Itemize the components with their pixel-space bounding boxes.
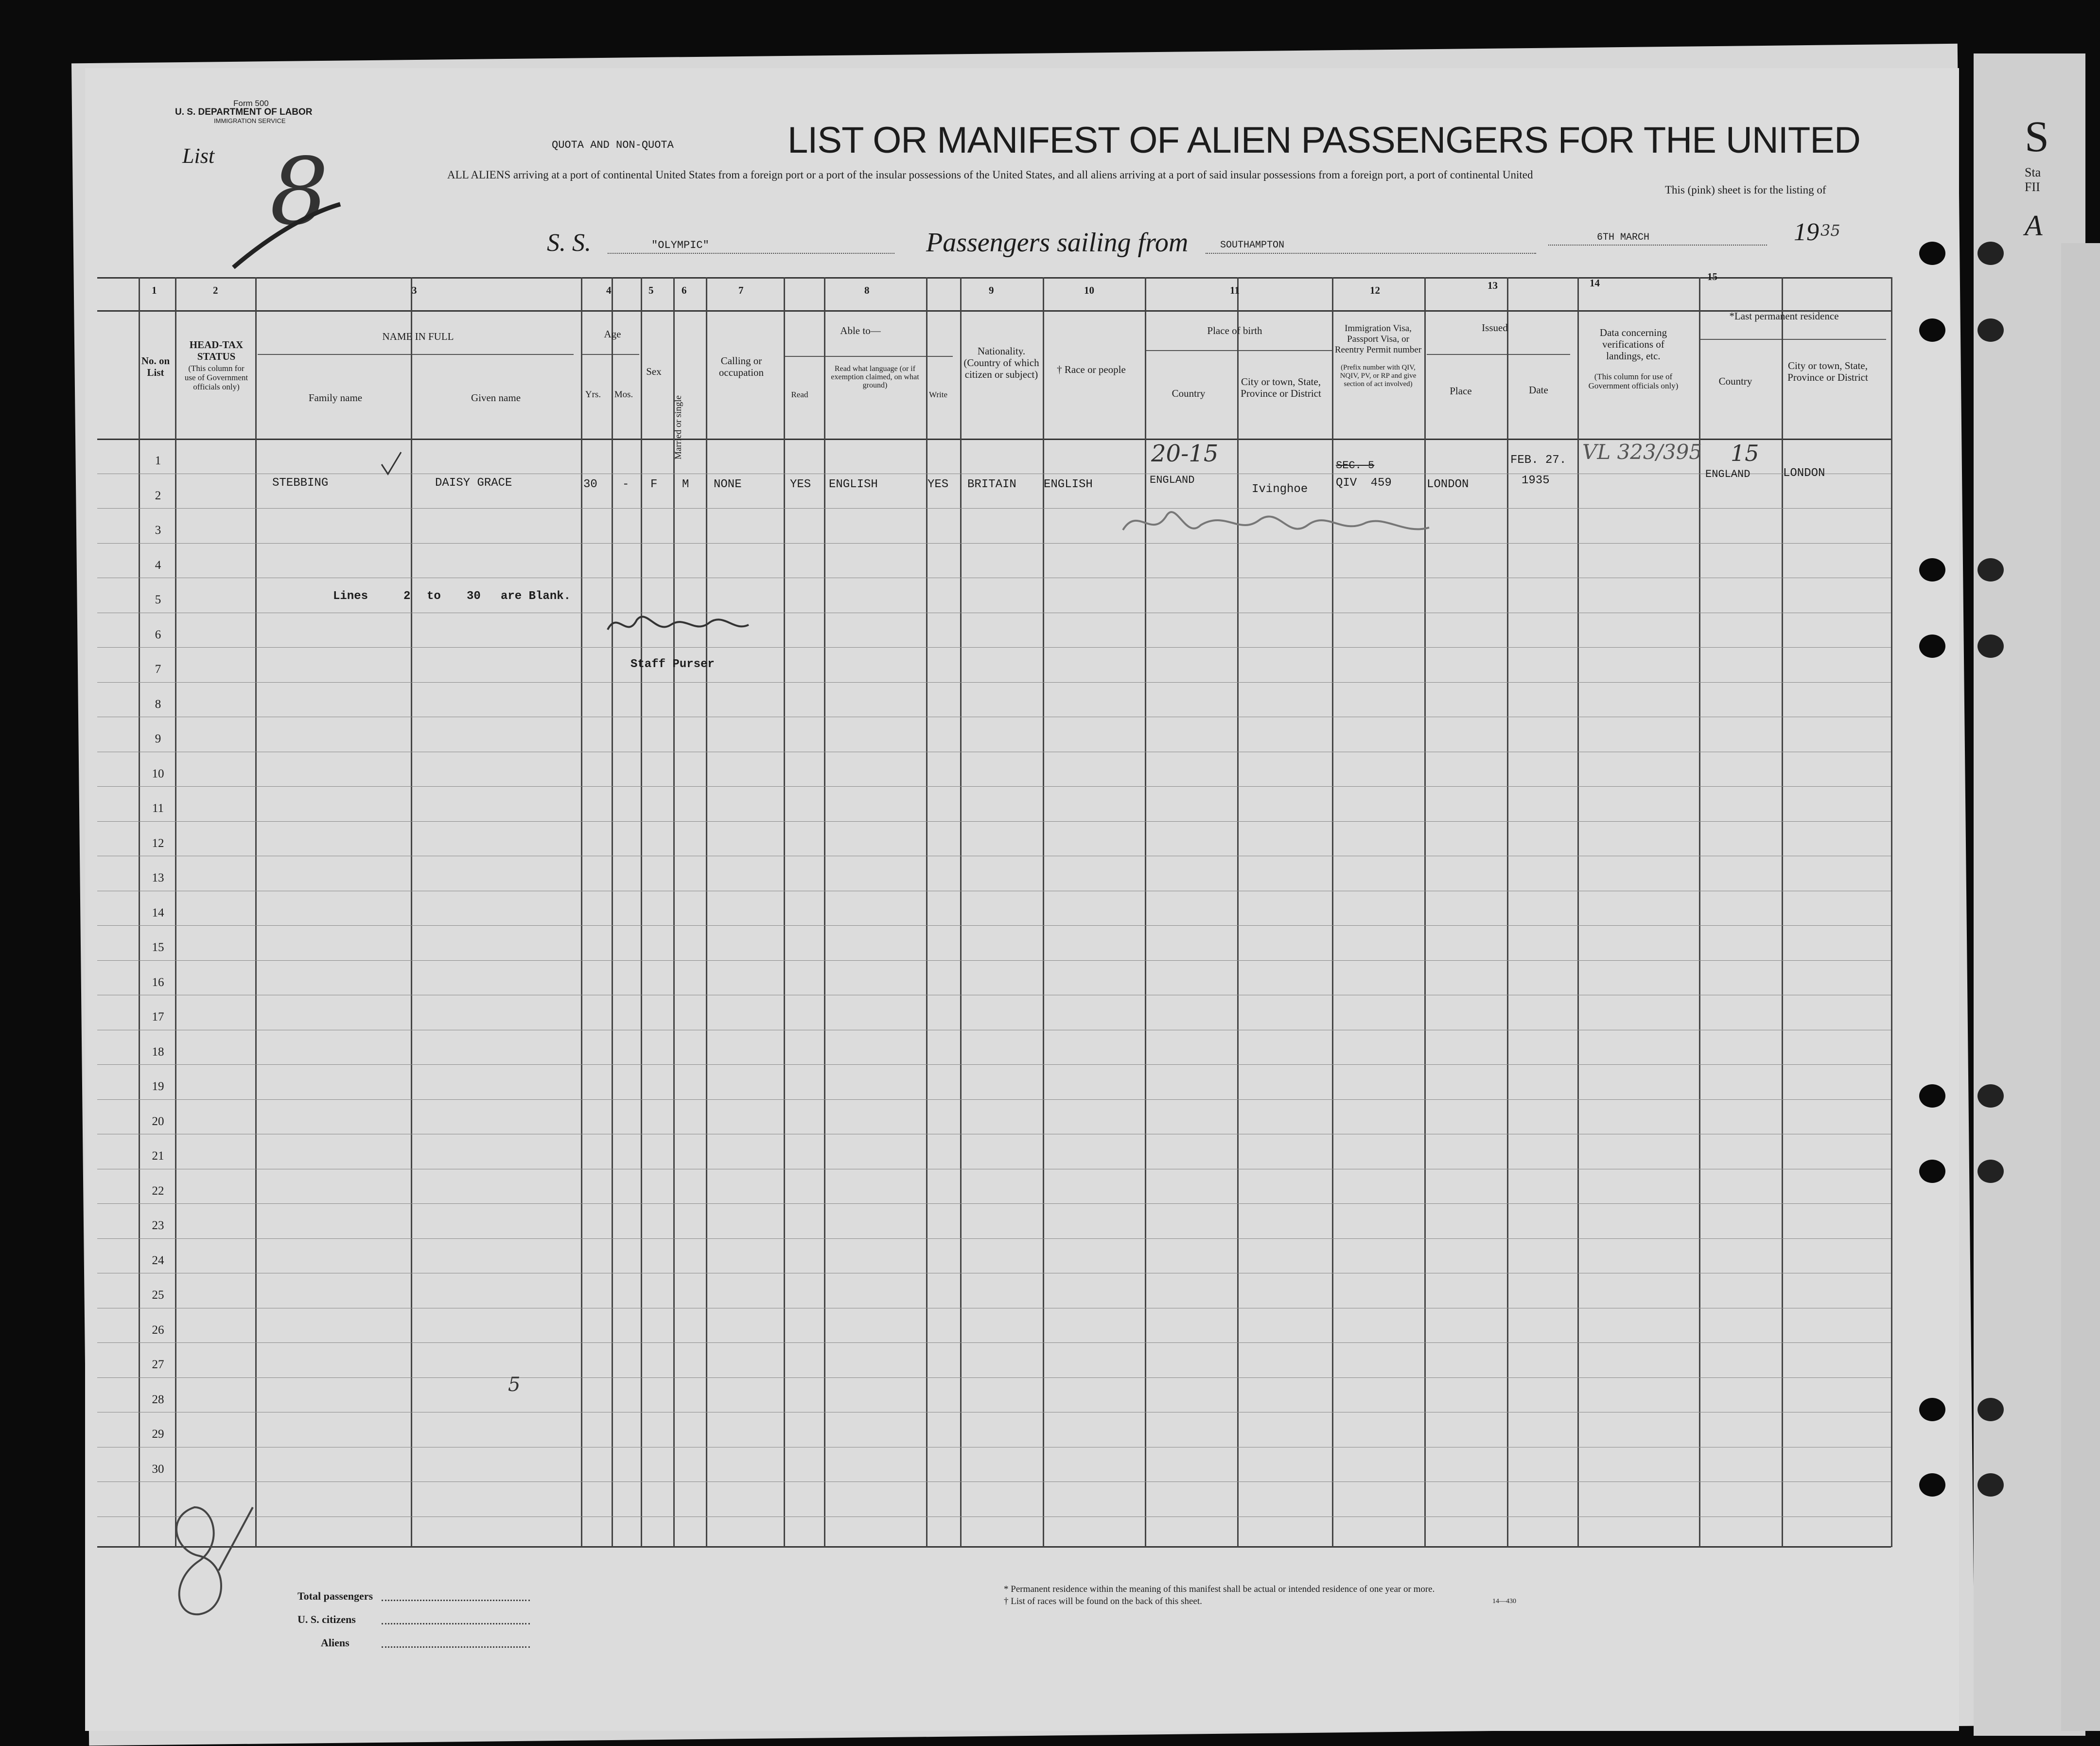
date-rule [1548, 245, 1767, 247]
lines-blank-2: 2 [403, 590, 411, 603]
margin-letter-fil: FII [2025, 180, 2040, 194]
row-number: 20 [152, 1115, 164, 1128]
column-rule [581, 277, 582, 1547]
col-num-3: 3 [412, 284, 417, 296]
row-number: 25 [152, 1288, 164, 1302]
row-number: 19 [152, 1080, 164, 1093]
year-suffix: 35 [1820, 221, 1840, 240]
column-rule [139, 277, 140, 1547]
hdr-birth-country: Country [1172, 388, 1206, 399]
sailing-date: 6TH MARCH [1597, 232, 1650, 243]
row-rule [97, 1342, 1891, 1343]
row-number: 22 [152, 1184, 164, 1198]
entry-visa: QIV 459 [1336, 476, 1392, 490]
row-number: 2 [155, 489, 161, 502]
hdr-able-to: Able to— [840, 325, 881, 336]
staff-purser: Staff Purser [630, 658, 715, 671]
manifest-title: LIST OR MANIFEST OF ALIEN PASSENGERS FOR THE UNITED [788, 120, 1860, 161]
row-rule [97, 1238, 1891, 1239]
row-number: 29 [152, 1428, 164, 1441]
purser-signature [603, 605, 753, 650]
col-num-1: 1 [152, 284, 157, 296]
column-rule [1145, 277, 1146, 1547]
row-rule [97, 821, 1891, 822]
row-number: 17 [152, 1010, 164, 1023]
row-number: 15 [152, 941, 164, 954]
entry-read: YES [790, 478, 811, 491]
row-rule [97, 786, 1891, 787]
col-num-14: 14 [1590, 277, 1600, 289]
punch-hole [1978, 242, 2004, 265]
hdr-last-residence: *Last permanent residence [1729, 310, 1839, 322]
entry-married: M [682, 478, 689, 491]
entry-res-city: LONDON [1783, 467, 1825, 480]
entry-birth-city: Ivinghoe [1252, 483, 1308, 496]
entry-sex: F [650, 478, 658, 491]
lines-blank-5: are Blank. [501, 590, 571, 603]
ss-label: S. S. [547, 229, 591, 257]
column-rule [960, 277, 962, 1547]
footer-note-residence: * Permanent residence within the meaning of this manifest shall be actual or intended residence of one year or more. [1004, 1584, 1435, 1594]
entry-language: ENGLISH [829, 478, 878, 491]
hdr-place-of-birth: Place of birth [1207, 325, 1262, 336]
row-number: 12 [152, 837, 164, 850]
entry-race: ENGLISH [1044, 478, 1093, 491]
list-label: List [182, 144, 215, 168]
punch-hole [1978, 1160, 2004, 1183]
hand-mark-5: 5 [508, 1374, 521, 1396]
margin-letter-s: S [2025, 113, 2049, 161]
column-rule [612, 277, 613, 1547]
col-num-2: 2 [213, 284, 218, 296]
table-header-rule [97, 310, 1891, 312]
footer-form-code: 14—430 [1492, 1598, 1516, 1605]
subhdr-rule-able [785, 356, 953, 357]
row-number: 8 [155, 698, 161, 711]
lines-blank-1: Lines [333, 590, 368, 603]
footer-note-races: † List of races will be found on the back of this sheet. [1004, 1596, 1202, 1606]
row-number: 3 [155, 524, 161, 537]
hdr-read-what: Read what language (or if exemption claimed, on what ground) [831, 365, 919, 389]
hdr-issued-place: Place [1450, 385, 1472, 397]
row-number: 9 [155, 732, 161, 745]
punch-hole [1919, 1160, 1945, 1183]
punch-hole [1919, 242, 1945, 265]
col-num-6: 6 [682, 284, 687, 296]
margin-letter-a: A [2025, 210, 2043, 242]
col-num-5: 5 [648, 284, 654, 296]
row-number: 30 [152, 1463, 164, 1476]
column-rule [255, 277, 257, 1547]
column-rule [1891, 277, 1892, 1547]
row-number: 26 [152, 1323, 164, 1337]
hdr-data-note: (This column for use of Government officials only) [1588, 372, 1679, 390]
entry-issued-date-2: 1935 [1522, 474, 1550, 487]
punch-hole [1919, 1473, 1945, 1497]
col-num-7: 7 [738, 284, 744, 296]
punch-hole [1978, 1473, 2004, 1497]
port-rule [1206, 253, 1536, 255]
row-number: 7 [155, 663, 161, 676]
ship-rule [608, 253, 894, 255]
column-rule [1699, 277, 1700, 1547]
hdr-sex: Sex [646, 366, 662, 377]
col-num-15: 15 [1707, 271, 1717, 282]
hdr-age: Age [604, 328, 621, 340]
hdr-calling: Calling or occupation [718, 355, 764, 378]
row-number: 21 [152, 1149, 164, 1163]
entry-write: YES [928, 478, 949, 491]
hdr-given-name: Given name [471, 392, 521, 404]
row-number: 23 [152, 1219, 164, 1232]
col-num-8: 8 [864, 284, 870, 296]
column-rule [1237, 277, 1239, 1547]
hdr-res-country: Country [1718, 375, 1752, 387]
row-number: 28 [152, 1393, 164, 1406]
column-rule [1332, 277, 1333, 1547]
row-rule [97, 925, 1891, 926]
hdr-visa: Immigration Visa, Passport Visa, or Reentry Permit number [1334, 323, 1422, 355]
col-num-4: 4 [606, 284, 612, 296]
subhdr-rule-age [581, 354, 639, 355]
punch-hole [1978, 635, 2004, 658]
hdr-read: Read [791, 390, 808, 399]
footer-rule-2 [382, 1623, 530, 1625]
punch-hole [1919, 558, 1945, 582]
row-number: 6 [155, 628, 161, 641]
table-top-rule [97, 277, 1891, 279]
list-number: 8 [270, 138, 329, 246]
subhdr-rule-name [258, 354, 574, 355]
row-rule [97, 1064, 1891, 1065]
hand-res-code: 15 [1731, 440, 1759, 466]
subtitle-line-1: ALL ALIENS arriving at a port of continental United States from a foreign port or a port of the insular possessions of the United States, and all aliens arriving at a port of said insular possessions from a foreign port, a port of continental United [447, 169, 1533, 181]
row-number: 10 [152, 767, 164, 780]
hdr-name-in-full: NAME IN FULL [382, 331, 454, 342]
row-rule [97, 1377, 1891, 1378]
column-rule [926, 277, 928, 1547]
entry-age-mos: - [622, 478, 630, 491]
row-number: 18 [152, 1045, 164, 1058]
row-number: 24 [152, 1254, 164, 1267]
entry-issued-date-1: FEB. 27. [1510, 454, 1567, 467]
hand-verification: VL 323/395 [1582, 440, 1702, 464]
row-number: 5 [155, 593, 161, 606]
hdr-issued: Issued [1482, 322, 1508, 334]
list-slash-mark [224, 194, 345, 272]
column-rule [411, 277, 412, 1547]
punch-hole [1919, 1398, 1945, 1421]
column-rule [175, 277, 176, 1547]
form-number: Form 500 [233, 99, 269, 108]
entry-family-name: STEBBING [272, 476, 329, 490]
hdr-head-tax: HEAD-TAX STATUS [189, 339, 244, 362]
hdr-yrs: Yrs. [585, 389, 601, 400]
row-number: 1 [155, 454, 161, 467]
hdr-data-concerning: Data concerning verifications of landings, etc. [1599, 327, 1667, 362]
hdr-no-on-list: No. on List [141, 355, 170, 378]
hdr-mos: Mos. [614, 389, 633, 400]
hand-scrawl [1113, 496, 1444, 549]
quota-label: QUOTA AND NON-QUOTA [552, 139, 674, 151]
footer-total-passengers: Total passengers [298, 1590, 373, 1602]
punch-hole [1978, 1084, 2004, 1108]
hdr-head-tax-note: (This column for use of Government officials only) [184, 364, 248, 391]
entry-issued-place: LONDON [1427, 478, 1469, 491]
sailing-label: Passengers sailing from [926, 228, 1189, 258]
entry-age-yrs: 30 [583, 478, 597, 491]
punch-hole [1919, 1084, 1945, 1108]
check-mark [379, 450, 403, 476]
col-num-12: 12 [1370, 284, 1380, 296]
row-rule [97, 647, 1891, 648]
col-num-11: 11 [1230, 284, 1240, 296]
punch-hole [1978, 318, 2004, 342]
column-rule [824, 277, 825, 1547]
row-number: 14 [152, 906, 164, 919]
column-rule [1043, 277, 1044, 1547]
column-rule [1507, 277, 1508, 1547]
departure-port: SOUTHAMPTON [1220, 240, 1285, 251]
row-number: 13 [152, 871, 164, 884]
row-rule [97, 1481, 1891, 1482]
subtitle-line-2: This (pink) sheet is for the listing of [1665, 184, 1826, 196]
hdr-nationality: Nationality. (Country of which citizen or subject) [963, 345, 1039, 380]
year-prefix: 19 [1794, 218, 1819, 246]
hand-eight-mark [156, 1498, 262, 1624]
row-number: 27 [152, 1358, 164, 1371]
entry-birth-country: ENGLAND [1150, 474, 1195, 486]
hdr-family-name: Family name [308, 392, 363, 404]
row-rule [97, 960, 1891, 961]
column-rule [641, 277, 642, 1547]
row-number: 11 [152, 802, 164, 815]
subhdr-rule-residence [1699, 339, 1886, 340]
next-page-edge-2 [2061, 243, 2100, 1731]
ship-name: "OLYMPIC" [651, 239, 709, 251]
hdr-visa-note: (Prefix number with QIV, NQIV, PV, or RP and give section of act involved) [1340, 364, 1417, 388]
footer-rule-3 [382, 1646, 530, 1649]
subhdr-rule-issued [1427, 354, 1570, 355]
row-rule [97, 1099, 1891, 1100]
column-rule [784, 277, 785, 1547]
row-rule [97, 682, 1891, 683]
row-number: 16 [152, 976, 164, 989]
department: U. S. DEPARTMENT OF LABOR [175, 107, 313, 117]
row-rule [97, 508, 1891, 509]
entry-given-name: DAISY GRACE [435, 476, 512, 490]
footer-rule-1 [382, 1600, 530, 1602]
row-rule [97, 543, 1891, 544]
footer-aliens: Aliens [321, 1637, 350, 1649]
column-rule [673, 277, 675, 1547]
column-rule [1577, 277, 1579, 1547]
punch-hole [1978, 1398, 2004, 1421]
punch-hole [1919, 635, 1945, 658]
col-num-9: 9 [989, 284, 994, 296]
col-num-10: 10 [1084, 284, 1094, 296]
hdr-res-city: City or town, State, Province or District [1787, 360, 1868, 383]
punch-hole [1919, 318, 1945, 342]
footer-us-citizens: U. S. citizens [298, 1613, 356, 1625]
row-number: 4 [155, 559, 161, 572]
lines-blank-3: to [427, 590, 441, 603]
col-num-13: 13 [1488, 280, 1498, 291]
table-bottom-rule [97, 1546, 1891, 1548]
entry-res-country: ENGLAND [1705, 468, 1750, 480]
column-rule [1424, 277, 1426, 1547]
service: IMMIGRATION SERVICE [214, 117, 286, 124]
entry-nationality: BRITAIN [967, 478, 1016, 491]
punch-hole [1978, 558, 2004, 582]
hdr-married: Married or single [673, 395, 683, 459]
hdr-birth-city: City or town, State, Province or District [1241, 376, 1321, 399]
hand-birth-code: 20-15 [1151, 440, 1219, 467]
lines-blank-4: 30 [467, 590, 481, 603]
hdr-issued-date: Date [1529, 384, 1548, 396]
margin-letter-sta: Sta [2025, 165, 2041, 179]
hdr-race: † Race or people [1057, 364, 1126, 375]
hdr-write: Write [928, 390, 948, 399]
column-rule [706, 277, 707, 1547]
entry-visa-struck: SEC. 5 [1336, 459, 1375, 472]
entry-occupation: NONE [714, 478, 742, 491]
row-rule [97, 1203, 1891, 1204]
